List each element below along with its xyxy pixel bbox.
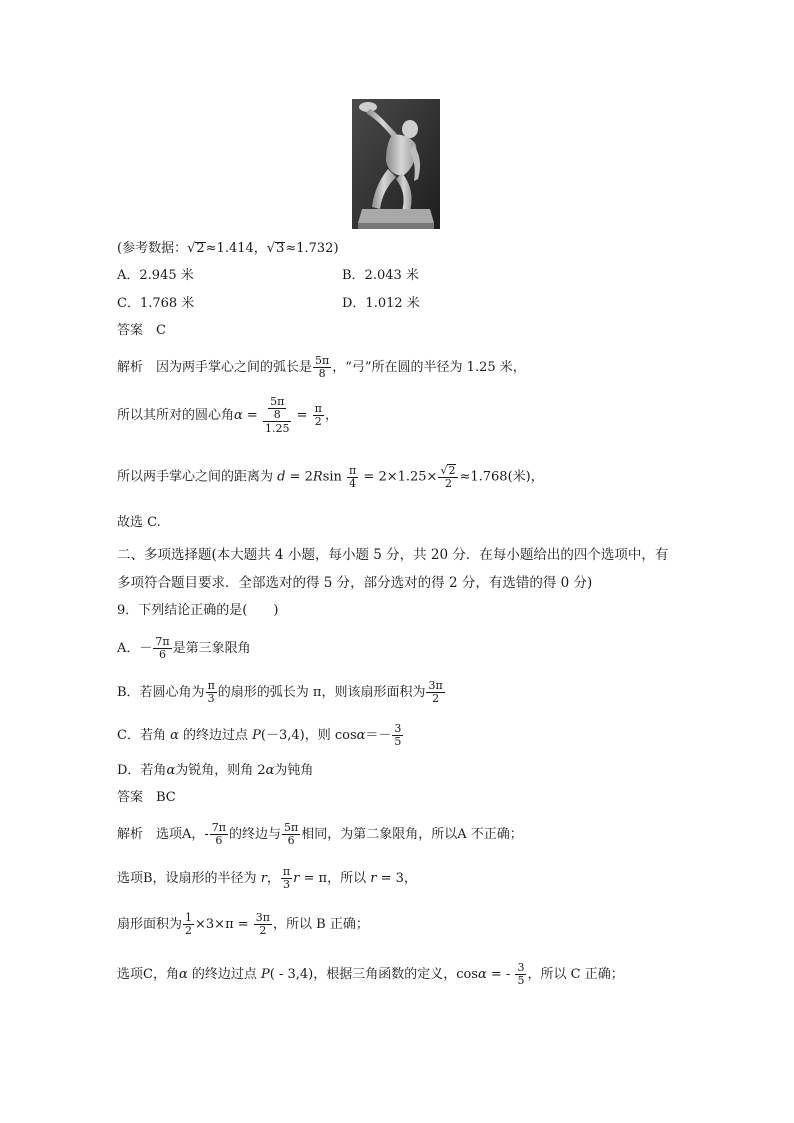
q8-option-d: D．1.012 米: [342, 296, 420, 311]
q8-solution-line-3: 所以两手掌心之间的距离为 d = 2Rsin $\frac{\pi}{4}$ = 2×1.25× $\frac{√2}{2}$ ≈1.768(米)，: [117, 463, 544, 490]
q8-solution-line-2: 所以其所对的圆心角α = $\frac{\frac{5\pi}{8}}{1.25}$ = $\frac{\pi}{2}$ ，: [117, 395, 338, 435]
q9-solution-line-4: 选项C，角α 的终边过点 P( - 3,4)，根据三角函数的定义，cosα = - $\frac{3}{5}$ ，所以 C 正确；: [117, 961, 624, 987]
q8-option-b: B．2.043 米: [342, 268, 419, 283]
q8-option-a: A．2.945 米: [117, 268, 194, 283]
q9-option-c: C．若角 α 的终边过点 P(－3,4)，则 cosα＝－ $\frac{3}{5}$: [117, 722, 402, 748]
section-2-heading-line-2: 多项符合题目要求．全部选对的得 5 分，部分选对的得 2 分，有选错的得 0 分): [117, 575, 593, 591]
q9-solution-line-1: 解析 选项A，- $\frac{7\pi}{6}$ 的终边与 $\frac{5\pi}{6}$ 相同，为第二象限角，所以A 不正确；: [117, 821, 523, 847]
q9-solution-line-3: 扇形面积为 $\frac{1}{2}$ ×3×π = $\frac{3\pi}{2}$ ，所以 B 正确；: [117, 911, 369, 937]
q8-answer: 答案 C: [117, 323, 166, 338]
q9-stem: 9．下列结论正确的是( ): [117, 603, 279, 618]
q9-option-d: D．若角α为锐角，则角 2α为钝角: [117, 763, 314, 778]
q9-option-b: B．若圆心角为 $\frac{\pi}{3}$ 的扇形的弧长为 π，则该扇形面积为 $\frac{3\pi}{2}$: [117, 679, 443, 705]
reference-data: (参考数据：√2≈1.414，√3≈1.732): [117, 241, 339, 256]
q8-option-c: C．1.768 米: [117, 296, 195, 311]
q9-option-a: A．－ $\frac{7\pi}{6}$ 是第三象限角: [117, 635, 251, 661]
q9-solution-line-2: 选项B，设扇形的半径为 r， $\frac{\pi}{3}$ r = π，所以 r = 3，: [117, 865, 417, 891]
discus-thrower-photo: [352, 99, 440, 229]
q9-answer: 答案 BC: [117, 790, 176, 805]
section-2-heading-line-1: 二、多项选择题(本大题共 4 小题，每小题 5 分，共 20 分．在每小题给出的四个选项中，有: [117, 547, 669, 563]
q8-solution-line-4: 故选 C.: [117, 515, 161, 530]
q8-solution-line-1: 解析 因为两手掌心之间的弧长是 $\frac{5\pi}{8}$ ，“弓”所在圆的半径为 1.25 米，: [117, 354, 526, 380]
